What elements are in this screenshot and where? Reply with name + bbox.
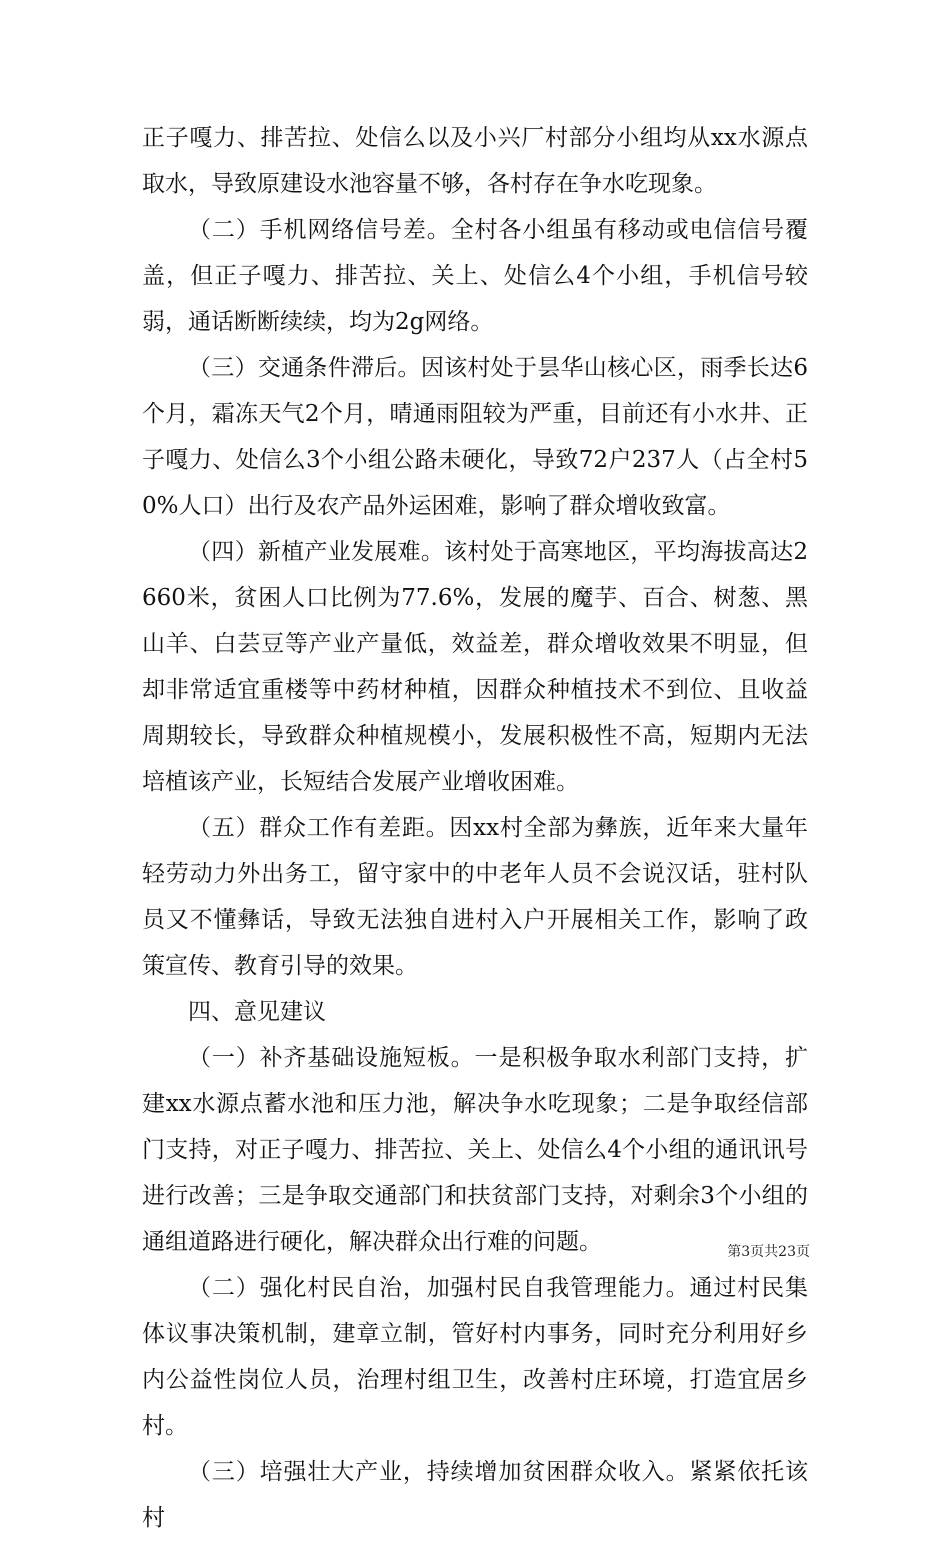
document-body: [142, 115, 808, 1541]
paragraph-2: （二）手机网络信号差。全村各小组虽有移动或电信信号覆盖，但正子嘎力、排苦拉、关上、处信么4个小组，手机信号较弱，通话断断续续，均为2g网络。: [142, 217, 808, 335]
paragraph-3: （三）交通条件滞后。因该村处于昙华山核心区，雨季长达6个月，霜冻天气2个月，晴通雨阻较为严重，目前还有小水井、正子嘎力、处信么3个小组公路未硬化，导致72户237人（占全村50%人口）出行及农产品外运困难，影响了群众增收致富。: [142, 355, 808, 519]
paragraph-5: （五）群众工作有差距。因xx村全部为彝族，近年来大量年轻劳动力外出务工，留守家中的中老年人员不会说汉话，驻村队员又不懂彝话，导致无法独自进村入户开展相关工作，影响了政策宣传、教育引导的效果。: [142, 815, 808, 979]
paragraph-7: （一）补齐基础设施短板。一是积极争取水利部门支持，扩建xx水源点蓄水池和压力池，解决争水吃现象；二是争取经信部门支持，对正子嘎力、排苦拉、关上、处信么4个小组的通讯讯号进行改善；三是争取交通部门和扶贫部门支持，对剩余3个小组的通组道路进行硬化，解决群众出行难的问题。: [142, 1045, 808, 1255]
paragraph-1: 正子嘎力、排苦拉、处信么以及小兴厂村部分小组均从xx水源点取水，导致原建设水池容量不够，各村存在争水吃现象。: [142, 125, 808, 197]
paragraph-4: （四）新植产业发展难。该村处于高寒地区，平均海拔高达2660米，贫困人口比例为77.6%，发展的魔芋、百合、树葱、黑山羊、白芸豆等产业产量低，效益差，群众增收效果不明显，但却非常适宜重楼等中药材种植，因群众种植技术不到位、且收益周期较长，导致群众种植规模小，发展积极性不高，短期内无法培植该产业，长短结合发展产业增收困难。: [142, 539, 808, 795]
section-heading: 四、意见建议: [188, 999, 326, 1025]
paragraph-9: （三）培强壮大产业，持续增加贫困群众收入。紧紧依托该村: [142, 1459, 808, 1531]
page-number: 第3页共23页: [727, 1244, 810, 1260]
paragraph-8: （二）强化村民自治，加强村民自我管理能力。通过村民集体议事决策机制，建章立制，管好村内事务，同时充分利用好乡内公益性岗位人员，治理村组卫生，改善村庄环境，打造宜居乡村。: [142, 1275, 808, 1439]
